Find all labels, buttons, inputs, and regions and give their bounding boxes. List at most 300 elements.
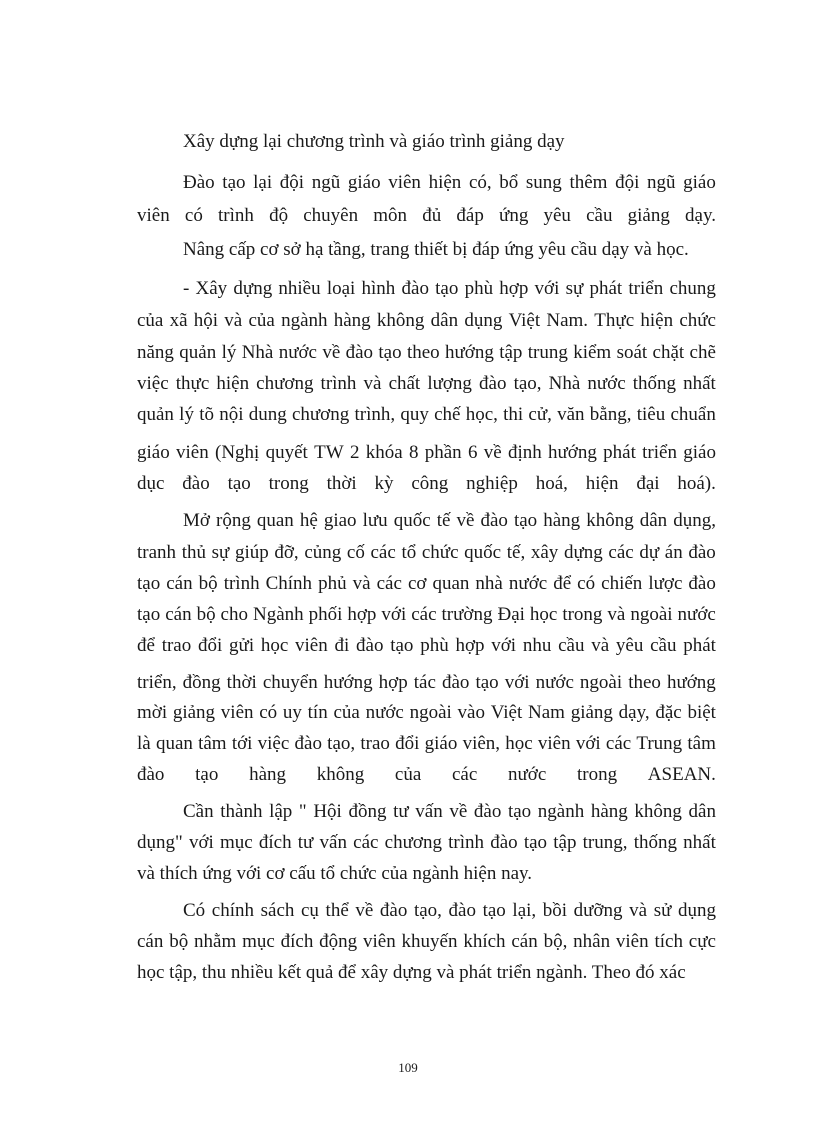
word: nội	[219, 404, 244, 425]
word: soát	[616, 342, 648, 363]
word: Nhà	[241, 342, 274, 363]
word: dân	[688, 801, 716, 822]
word: giáo	[683, 442, 716, 463]
word: ngoài	[579, 672, 623, 693]
text-line	[137, 442, 716, 464]
word: trung,	[582, 832, 628, 853]
word: bộ	[196, 604, 216, 625]
word: đào	[490, 832, 518, 853]
word: cử,	[528, 404, 552, 425]
word: viên	[615, 931, 649, 952]
word: có	[184, 205, 203, 226]
word: đào	[441, 672, 470, 693]
word: không	[376, 310, 425, 331]
word: hàng	[590, 801, 628, 822]
text-line	[137, 832, 716, 854]
word: không	[316, 764, 365, 785]
word: có	[259, 702, 278, 723]
word: thực	[175, 373, 210, 394]
word: hàng	[543, 510, 581, 531]
word: không	[634, 801, 682, 822]
word: các	[353, 832, 379, 853]
word: Thực	[594, 310, 635, 331]
word: việc	[137, 373, 169, 394]
word: đại	[636, 473, 660, 494]
word: phủ	[318, 573, 347, 594]
word: và	[363, 373, 382, 394]
word: và	[352, 573, 371, 594]
word: khích	[463, 931, 506, 952]
word: cơ	[407, 573, 427, 594]
word: phối	[308, 604, 343, 625]
word: hướng	[548, 442, 597, 463]
word: ngoài	[630, 604, 673, 625]
text-line	[137, 404, 716, 426]
word: bộ	[198, 573, 218, 594]
word: dụng	[464, 310, 503, 331]
word: và	[591, 635, 610, 656]
word: hướng	[666, 672, 716, 693]
word: giáo	[424, 733, 458, 754]
word: hợp	[347, 604, 377, 625]
word: văn	[557, 404, 585, 425]
text-line	[137, 733, 716, 755]
text-line: Xây dựng lại chương trình và giáo trình giảng dạy	[183, 131, 565, 152]
word: gửi	[229, 635, 255, 656]
word: quy	[400, 404, 429, 425]
word: đào	[480, 510, 508, 531]
word: viên	[176, 442, 209, 463]
word: giảng	[570, 702, 613, 723]
word: tác	[413, 672, 436, 693]
word: tạo,	[513, 373, 542, 394]
word: học	[260, 635, 289, 656]
word: Hội	[313, 801, 342, 822]
text-line	[137, 473, 716, 495]
text-line: Nâng cấp cơ sở hạ tầng, trang thiết bị đáp ứng yêu cầu dạy và học.	[183, 239, 689, 260]
word: Việt	[490, 702, 523, 723]
text-line	[183, 278, 716, 300]
word: đồng	[182, 672, 221, 693]
word: mục	[242, 931, 275, 952]
word: biệt	[687, 702, 716, 723]
word: thống	[633, 832, 677, 853]
word: dụng,	[673, 510, 716, 531]
word: bằng,	[589, 404, 632, 425]
text-line	[183, 801, 716, 823]
word: xã	[169, 310, 188, 331]
word: các	[451, 764, 478, 785]
word: về	[483, 442, 502, 463]
word: đáp	[456, 205, 484, 226]
word: phù	[420, 635, 449, 656]
word: về	[355, 900, 374, 921]
word: tích	[654, 931, 683, 952]
word: trao	[360, 733, 390, 754]
word: vấn	[415, 801, 443, 822]
word: ngũ	[647, 172, 676, 193]
word: 8	[408, 442, 419, 463]
word: dân	[430, 310, 459, 331]
word: viên	[220, 702, 254, 723]
word: đủ	[422, 205, 442, 226]
word: hiện	[640, 310, 674, 331]
word: dạy.	[685, 205, 716, 226]
word: án	[664, 542, 683, 563]
word: hợp	[455, 635, 485, 656]
word: theo	[406, 342, 440, 363]
word: công	[411, 473, 449, 494]
word: tạo	[507, 801, 532, 822]
word: tạo	[475, 672, 499, 693]
word: tạo,	[327, 733, 356, 754]
word: đào	[345, 342, 374, 363]
word: mời	[137, 702, 168, 723]
word: đào	[401, 278, 429, 299]
word: lược	[648, 573, 683, 594]
word: sung	[525, 172, 562, 193]
word: trình	[218, 205, 254, 226]
page-number: 109	[398, 1060, 418, 1075]
word: phát	[589, 278, 623, 299]
word: dục	[137, 473, 165, 494]
word: phát	[683, 635, 716, 656]
word: thời	[326, 473, 357, 494]
word: quan	[432, 573, 470, 594]
word: có,	[468, 172, 492, 193]
word: lưu	[362, 510, 388, 531]
word: nghiệp	[466, 473, 518, 494]
word: với	[188, 832, 214, 853]
word: hoá,	[535, 473, 568, 494]
word: trao	[161, 635, 192, 656]
word: đào	[182, 473, 210, 494]
word: đào	[473, 801, 502, 822]
word: thời	[226, 672, 257, 693]
text-line	[137, 702, 716, 724]
word: giáo	[683, 172, 716, 193]
word: với	[534, 278, 560, 299]
word: trình	[448, 832, 485, 853]
word: ngoài	[409, 702, 452, 723]
word: với	[381, 604, 407, 625]
text-line	[137, 205, 716, 227]
word: lượng	[427, 373, 472, 394]
word: tập	[553, 832, 577, 853]
word: thành	[220, 801, 263, 822]
word: tổ	[401, 542, 417, 563]
word: học,	[465, 404, 498, 425]
word: đổi	[197, 635, 223, 656]
word: tư	[393, 801, 409, 822]
word: hoá).	[677, 473, 716, 494]
word: và	[224, 310, 243, 331]
word: cán	[165, 604, 192, 625]
word: dung	[248, 404, 287, 425]
word: tạo	[195, 764, 219, 785]
word: -	[183, 278, 190, 299]
word: đi	[334, 635, 350, 656]
word: kiểm	[573, 342, 612, 363]
word: đào	[137, 764, 165, 785]
word: đỡ,	[274, 542, 299, 563]
word: trung	[527, 342, 568, 363]
word: dưỡng	[573, 900, 623, 921]
word: đào	[688, 573, 716, 594]
word: Chính	[265, 573, 313, 594]
word: chung	[669, 278, 716, 299]
word: cán	[166, 573, 193, 594]
word: Cần	[183, 801, 214, 822]
word: nước	[587, 373, 626, 394]
word: tõ	[199, 404, 214, 425]
word: Đào	[183, 172, 215, 193]
word: các	[376, 573, 402, 594]
word: chuẩn	[670, 404, 716, 425]
word: mục	[219, 832, 253, 853]
word: tư	[297, 832, 314, 853]
word: thống	[632, 373, 677, 394]
word: giảng	[627, 205, 670, 226]
word: nước	[677, 604, 716, 625]
word: sự	[565, 278, 584, 299]
word: chế	[434, 404, 461, 425]
word: dân	[639, 510, 668, 531]
word: trình,	[354, 404, 396, 425]
word: chất	[388, 373, 421, 394]
word: yêu	[615, 635, 644, 656]
word: ngành	[281, 310, 328, 331]
word: đào	[448, 900, 476, 921]
word: đổi	[395, 733, 420, 754]
word: cầu	[558, 635, 585, 656]
word: triển,	[137, 672, 177, 693]
word: đội	[615, 172, 640, 193]
word: của	[248, 310, 275, 331]
word: hiện	[585, 473, 619, 494]
word: các	[605, 733, 632, 754]
word: cán	[137, 931, 164, 952]
word: Xây	[195, 278, 228, 299]
word: "	[298, 801, 307, 822]
text-line	[183, 510, 716, 532]
word: chuyển	[262, 672, 318, 693]
word: tới	[231, 733, 253, 754]
text-line	[137, 672, 716, 694]
word: nước	[535, 672, 574, 693]
word: quản	[179, 342, 217, 363]
word: chính	[211, 900, 255, 921]
word: năng	[137, 342, 174, 363]
word: tạo	[137, 604, 161, 625]
word: nhân	[573, 931, 611, 952]
word: dụng"	[137, 832, 183, 853]
word: tạo	[378, 342, 402, 363]
word: kỳ	[374, 473, 394, 494]
word: các	[608, 542, 634, 563]
word: với	[575, 733, 601, 754]
word: không	[586, 510, 634, 531]
word: việc	[257, 733, 290, 754]
word: 6	[467, 442, 478, 463]
word: nước	[508, 764, 547, 785]
word: cho	[220, 604, 248, 625]
word: độ	[269, 205, 289, 226]
word: thủ	[181, 542, 206, 563]
word: học	[529, 604, 558, 625]
word: loại	[326, 278, 356, 299]
word: viên	[363, 931, 396, 952]
word: nước	[278, 342, 317, 363]
word: đội	[279, 172, 305, 193]
word: Nhà	[548, 373, 581, 394]
word: các	[370, 542, 396, 563]
word: yêu	[543, 205, 571, 226]
word: dạy,	[618, 702, 650, 723]
word: đào	[356, 635, 384, 656]
word: đích	[258, 832, 292, 853]
word: quan	[256, 510, 294, 531]
word: ngành	[537, 801, 585, 822]
word: tập	[499, 342, 523, 363]
word: chức	[421, 542, 459, 563]
text-line	[137, 310, 716, 332]
word: tạo	[482, 900, 506, 921]
word: dựng	[563, 542, 603, 563]
word: Đại	[497, 604, 525, 625]
word: giáo	[137, 442, 170, 463]
word: đào	[379, 900, 408, 921]
word: củng	[304, 542, 342, 563]
word: hình	[361, 278, 396, 299]
word: hàng	[249, 764, 286, 785]
word: Mở	[183, 510, 210, 531]
word: tín	[307, 702, 328, 723]
word: Việt	[508, 310, 541, 331]
word: đích	[280, 931, 314, 952]
word: đồng	[348, 801, 387, 822]
word: hợp	[499, 278, 529, 299]
word: thể	[325, 900, 349, 921]
word: động	[319, 931, 358, 952]
word: dụng	[678, 900, 716, 921]
word: tranh	[137, 542, 177, 563]
word: lại	[253, 172, 273, 193]
word: với	[504, 672, 530, 693]
word: trình	[320, 373, 357, 394]
word: viên	[137, 205, 170, 226]
word: chương	[291, 404, 350, 425]
word: tế,	[506, 542, 526, 563]
word: ứng	[499, 205, 529, 226]
text-line	[137, 573, 716, 595]
text-line	[183, 900, 716, 922]
word: ASEAN.	[647, 764, 716, 785]
word: khóa	[365, 442, 403, 463]
word: quan	[155, 733, 193, 754]
word: và	[607, 604, 626, 625]
word: tạo	[513, 510, 538, 531]
word: triển	[642, 442, 677, 463]
word: vào	[457, 702, 485, 723]
word: nước	[365, 702, 404, 723]
text-line	[137, 373, 716, 395]
word: hướng	[323, 672, 373, 693]
word: cầu	[650, 635, 677, 656]
word: thêm	[569, 172, 608, 193]
word: trường	[441, 604, 493, 625]
word: các	[411, 604, 437, 625]
word: viên	[537, 733, 571, 754]
word: cực	[688, 931, 716, 952]
word: nhất	[683, 832, 716, 853]
word: viên	[388, 172, 421, 193]
text-line	[137, 542, 716, 564]
word: ngũ	[311, 172, 341, 193]
word: bộ	[169, 931, 189, 952]
word: quốc	[464, 542, 502, 563]
word: chương	[384, 832, 442, 853]
word: chiến	[601, 573, 643, 594]
word: trong	[562, 604, 603, 625]
word: viên	[295, 635, 328, 656]
word: 2	[349, 442, 360, 463]
word: Có	[183, 900, 206, 921]
word: khuyến	[401, 931, 458, 952]
word: với	[491, 635, 517, 656]
word: Ngành	[252, 604, 304, 625]
word: chặt	[652, 342, 685, 363]
word: trình	[223, 573, 260, 594]
word: để	[137, 635, 155, 656]
word: vấn	[319, 832, 347, 853]
word: nước	[508, 573, 548, 594]
word: cố	[346, 542, 365, 563]
word: quốc	[393, 510, 431, 531]
word: nhà	[475, 573, 503, 594]
word: hệ	[299, 510, 318, 531]
text-line	[137, 931, 716, 953]
text-line	[137, 635, 716, 657]
word: sách	[260, 900, 295, 921]
word: lập	[269, 801, 293, 822]
word: đào	[688, 542, 716, 563]
word: tiêu	[636, 404, 666, 425]
word: Nam	[528, 702, 565, 723]
text-line	[137, 764, 716, 786]
word: về	[449, 801, 468, 822]
text-line: và thích ứng với cơ cấu tổ chức của ngành hiện nay.	[137, 863, 533, 884]
word: chuyên	[303, 205, 359, 226]
word: đào	[479, 373, 507, 394]
word: tạo	[435, 278, 459, 299]
word: nhiều	[278, 278, 321, 299]
word: tạo,	[413, 900, 442, 921]
word: của	[137, 310, 164, 331]
word: học	[505, 733, 533, 754]
word: quyết	[265, 442, 308, 463]
word: hướng	[445, 342, 494, 363]
word: Trung	[636, 733, 683, 754]
word: giảng	[172, 702, 216, 723]
word: môn	[373, 205, 408, 226]
word: giao	[323, 510, 357, 531]
word: của	[333, 702, 360, 723]
word: chẽ	[689, 342, 716, 363]
word: hợp	[378, 672, 408, 693]
text-line	[137, 342, 716, 364]
word: về	[456, 510, 475, 531]
